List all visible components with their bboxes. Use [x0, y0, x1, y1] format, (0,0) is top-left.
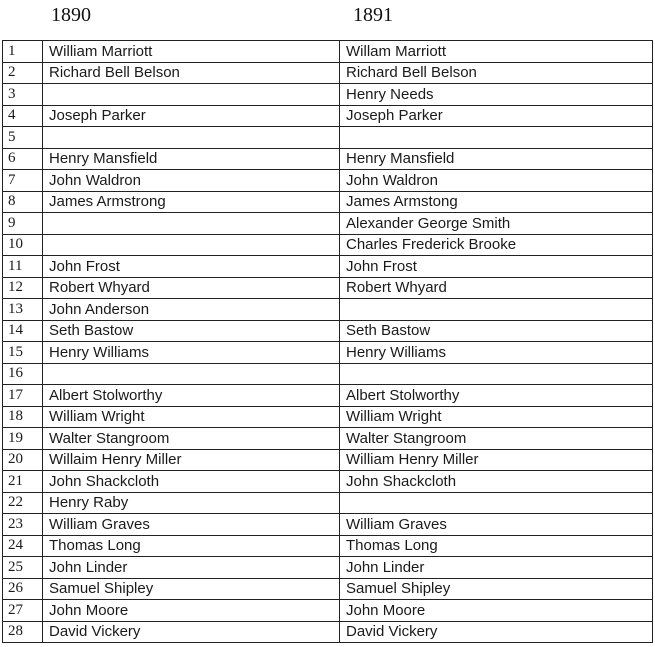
- name-1891-cell: Henry Needs: [340, 84, 653, 106]
- row-number-cell: 19: [3, 428, 43, 450]
- row-number-cell: 13: [3, 299, 43, 321]
- name-1890-cell: Richard Bell Belson: [43, 62, 340, 84]
- name-1890-cell: Samuel Shipley: [43, 578, 340, 600]
- table-row: [3, 277, 653, 299]
- name-1890-cell: William Graves: [43, 514, 340, 536]
- table-row: [3, 557, 653, 579]
- name-1891-cell: Walter Stangroom: [340, 428, 653, 450]
- name-1891-cell: Alexander George Smith: [340, 213, 653, 235]
- year-header-1890: 1890: [51, 4, 91, 26]
- table-row: [3, 191, 653, 213]
- table-row: [3, 363, 653, 385]
- name-1890-cell: Henry Mansfield: [43, 148, 340, 170]
- name-1891-cell: Thomas Long: [340, 535, 653, 557]
- name-1891-cell: [340, 299, 653, 321]
- table-row: [3, 385, 653, 407]
- name-1890-cell: [43, 84, 340, 106]
- row-number-cell: 5: [3, 127, 43, 149]
- name-1891-cell: Albert Stolworthy: [340, 385, 653, 407]
- name-1890-cell: John Linder: [43, 557, 340, 579]
- table-row: [3, 234, 653, 256]
- name-1890-cell: David Vickery: [43, 621, 340, 643]
- name-1890-cell: Walter Stangroom: [43, 428, 340, 450]
- row-number-cell: 4: [3, 105, 43, 127]
- table-row: [3, 299, 653, 321]
- table-row: [3, 320, 653, 342]
- name-1891-cell: William Wright: [340, 406, 653, 428]
- name-1891-cell: William Graves: [340, 514, 653, 536]
- name-1891-cell: Robert Whyard: [340, 277, 653, 299]
- name-1891-cell: Joseph Parker: [340, 105, 653, 127]
- name-1890-cell: Seth Bastow: [43, 320, 340, 342]
- table-row: [3, 256, 653, 278]
- row-number-cell: 12: [3, 277, 43, 299]
- name-1890-cell: Thomas Long: [43, 535, 340, 557]
- name-1891-cell: James Armstong: [340, 191, 653, 213]
- name-1890-cell: [43, 213, 340, 235]
- name-1890-cell: [43, 127, 340, 149]
- row-number-cell: 17: [3, 385, 43, 407]
- row-number-cell: 28: [3, 621, 43, 643]
- name-1891-cell: [340, 492, 653, 514]
- name-1890-cell: John Anderson: [43, 299, 340, 321]
- table-row: [3, 406, 653, 428]
- name-1891-cell: Willam Marriott: [340, 41, 653, 63]
- name-1891-cell: John Shackcloth: [340, 471, 653, 493]
- name-1891-cell: John Waldron: [340, 170, 653, 192]
- name-1890-cell: James Armstrong: [43, 191, 340, 213]
- row-number-cell: 22: [3, 492, 43, 514]
- name-1891-cell: Henry Williams: [340, 342, 653, 364]
- row-number-cell: 26: [3, 578, 43, 600]
- name-1891-cell: Henry Mansfield: [340, 148, 653, 170]
- name-1890-cell: John Frost: [43, 256, 340, 278]
- table-row: [3, 621, 653, 643]
- row-number-cell: 25: [3, 557, 43, 579]
- name-1890-cell: Albert Stolworthy: [43, 385, 340, 407]
- row-number-cell: 7: [3, 170, 43, 192]
- row-number-cell: 23: [3, 514, 43, 536]
- row-number-cell: 16: [3, 363, 43, 385]
- row-number-cell: 27: [3, 600, 43, 622]
- row-number-cell: 20: [3, 449, 43, 471]
- roster-table: [2, 40, 653, 643]
- name-1890-cell: Robert Whyard: [43, 277, 340, 299]
- name-1891-cell: [340, 127, 653, 149]
- name-1890-cell: John Shackcloth: [43, 471, 340, 493]
- name-1890-cell: Joseph Parker: [43, 105, 340, 127]
- name-1891-cell: John Frost: [340, 256, 653, 278]
- table-row: [3, 492, 653, 514]
- row-number-cell: 10: [3, 234, 43, 256]
- name-1891-cell: Seth Bastow: [340, 320, 653, 342]
- row-number-cell: 8: [3, 191, 43, 213]
- roster-table-body: [3, 41, 653, 643]
- name-1890-cell: John Waldron: [43, 170, 340, 192]
- row-number-cell: 11: [3, 256, 43, 278]
- table-row: [3, 84, 653, 106]
- name-1891-cell: Samuel Shipley: [340, 578, 653, 600]
- table-row: [3, 342, 653, 364]
- name-1891-cell: David Vickery: [340, 621, 653, 643]
- name-1890-cell: John Moore: [43, 600, 340, 622]
- table-row: [3, 62, 653, 84]
- name-1891-cell: Richard Bell Belson: [340, 62, 653, 84]
- row-number-cell: 15: [3, 342, 43, 364]
- row-number-cell: 14: [3, 320, 43, 342]
- table-row: [3, 514, 653, 536]
- name-1890-cell: [43, 234, 340, 256]
- table-row: [3, 127, 653, 149]
- table-row: [3, 170, 653, 192]
- table-row: [3, 600, 653, 622]
- table-row: [3, 535, 653, 557]
- name-1890-cell: Willaim Henry Miller: [43, 449, 340, 471]
- table-row: [3, 471, 653, 493]
- name-1890-cell: Henry Raby: [43, 492, 340, 514]
- row-number-cell: 21: [3, 471, 43, 493]
- row-number-cell: 24: [3, 535, 43, 557]
- name-1891-cell: [340, 363, 653, 385]
- name-1891-cell: William Henry Miller: [340, 449, 653, 471]
- table-row: [3, 449, 653, 471]
- row-number-cell: 2: [3, 62, 43, 84]
- table-row: [3, 105, 653, 127]
- year-header-1891: 1891: [353, 4, 393, 26]
- name-1891-cell: John Moore: [340, 600, 653, 622]
- name-1890-cell: [43, 363, 340, 385]
- table-row: [3, 213, 653, 235]
- name-1891-cell: Charles Frederick Brooke: [340, 234, 653, 256]
- table-row: [3, 428, 653, 450]
- row-number-cell: 3: [3, 84, 43, 106]
- name-1890-cell: Henry Williams: [43, 342, 340, 364]
- table-row: [3, 578, 653, 600]
- row-number-cell: 1: [3, 41, 43, 63]
- row-number-cell: 6: [3, 148, 43, 170]
- row-number-cell: 9: [3, 213, 43, 235]
- table-row: [3, 148, 653, 170]
- name-1890-cell: William Wright: [43, 406, 340, 428]
- row-number-cell: 18: [3, 406, 43, 428]
- name-1891-cell: John Linder: [340, 557, 653, 579]
- name-1890-cell: William Marriott: [43, 41, 340, 63]
- table-row: [3, 41, 653, 63]
